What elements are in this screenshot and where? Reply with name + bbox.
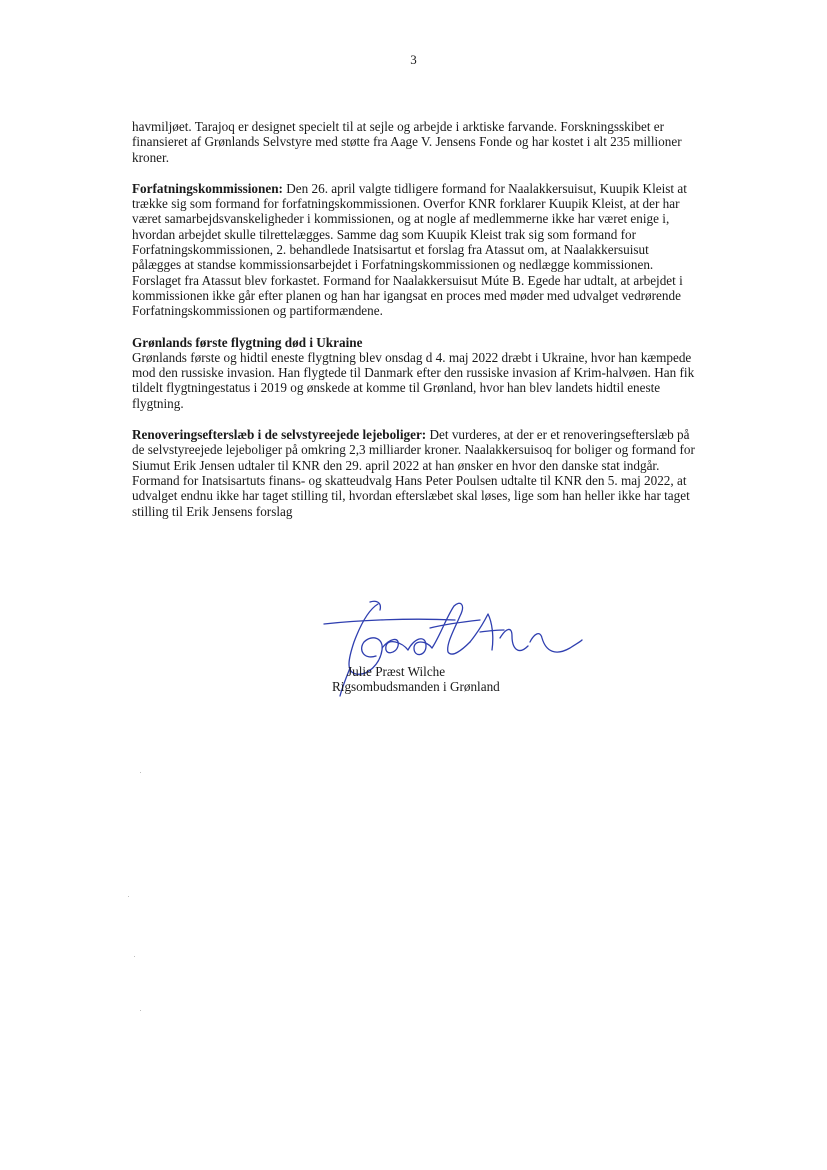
paragraph-text: Det vurderes, at der er et renoveringsefterslæb på de selvstyreejede lejeboliger på omkring 2,3 milliarder kroner. Naalakkersuisoq for boliger og formand for Siumut Erik Jensen udtaler til KNR den 29. april 2022 at han ønsker en hvor den danske stat indgår. Formand for Inatsisartuts finans- og skatteudvalg Hans Peter Poulsen udtalte til KNR den 5. maj 2022, at udvalget endnu ikke har taget stilling til, hvordan efterslæbet skal løses, lige som han heller ikke har taget stilling til Erik Jensens forslag — [132, 427, 695, 519]
paragraph-constitution-commission — [132, 181, 700, 319]
paragraph-text: Den 26. april valgte tidligere formand for Naalakkersuisut, Kuupik Kleist at trække sig som formand for forfatningskommissionen. Overfor KNR forklarer Kuupik Kleist, at der har været samarbejdsvanskeligheder i kommissionen, og at nogle af medlemmerne ikke har været enige i, hvordan arbejdet skulle tilrettelægges. Samme dag som Kuupik Kleist trak sig som formand for Forfatningskommissionen, 2. behandlede Inatsisartut et forslag fra Atassut om, at Naalakkersuisut pålægges at standse kommissionsarbejdet i Forfatningskommissionen og nedlægge kommissionen. Forslaget fra Atassut blev forkastet. Formand for Naalakkersuisut Múte B. Egede har udtalt, at arbejdet i kommissionen ikke går efter planen og han har igangsat en proces med møder med udvalget vedrørende Forfatningskommissionen og partiformændene. — [132, 180, 687, 319]
signer-name: Julie Præst Wilche — [347, 664, 446, 679]
paragraph-heading: Forfatningskommissionen: — [132, 180, 283, 196]
document-body — [132, 119, 700, 535]
paragraph-text: Grønlands første og hidtil eneste flygtning blev onsdag d 4. maj 2022 dræbt i Ukraine, hvor han kæmpede mod den russiske invasion. Han flygtede til Danmark efter den russiske invasion af Krim-halvøen. Han fik tildelt flygtningestatus i 2019 og ønskede at komme til Grønland, hvor han blev landets hidtil eneste flygtning. — [132, 349, 695, 411]
paragraph-text: havmiljøet. Tarajoq er designet specielt til at sejle og arbejde i arktiske farvande. Forskningsskibet er finansieret af Grønlands Selvstyre med støtte fra Aage V. Jensens Fonde og har kostet i alt 235 millioner kroner. — [132, 119, 682, 165]
paragraph-renovation — [132, 427, 700, 519]
paragraph-heading: Renoveringsefterslæb i de selvstyreejede lejeboliger: — [132, 427, 427, 443]
scan-speck — [140, 1010, 141, 1011]
paragraph-research-vessel — [132, 119, 700, 165]
paragraph-refugee — [132, 335, 700, 411]
scan-speck — [134, 956, 135, 957]
signer-title: Rigsombudsmanden i Grønland — [332, 679, 500, 694]
page-number: 3 — [410, 52, 417, 67]
scan-speck — [128, 896, 129, 897]
scan-speck — [140, 772, 141, 773]
paragraph-heading: Grønlands første flygtning død i Ukraine — [132, 334, 363, 350]
